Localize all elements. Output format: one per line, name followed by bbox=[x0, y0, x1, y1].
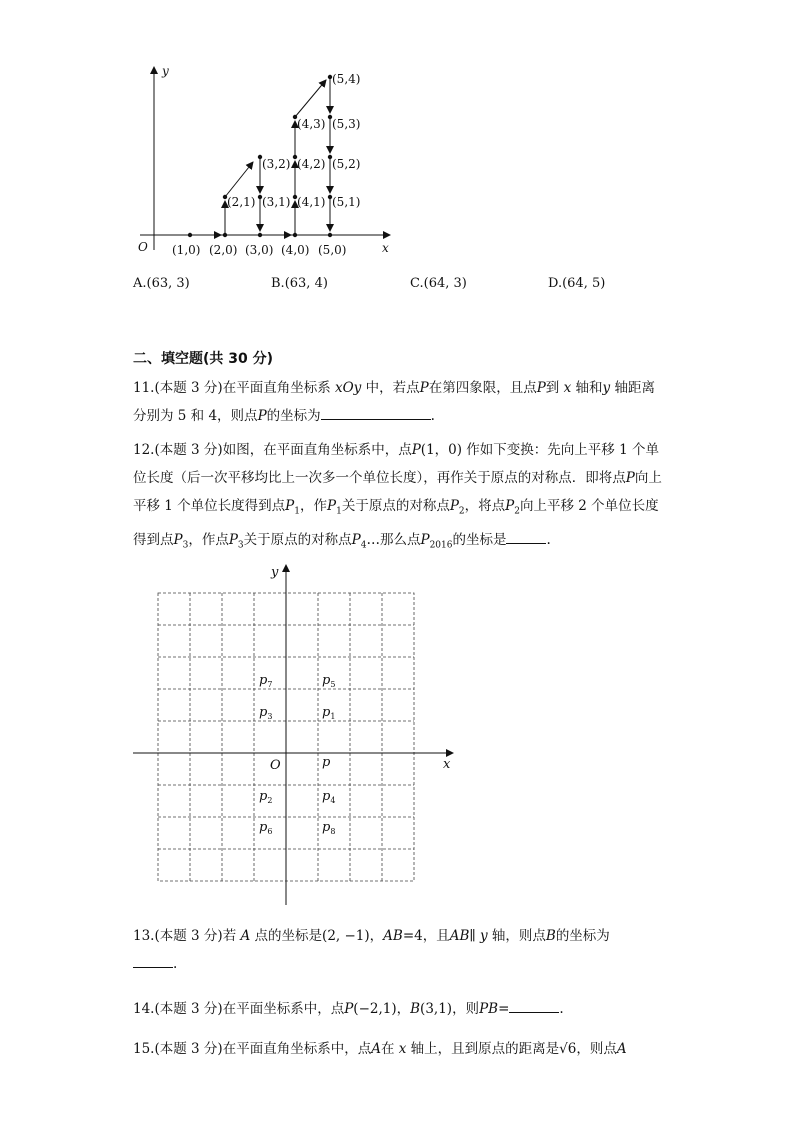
question-11: 11.(本题 3 分)在平面直角坐标系 xOy 中，若点P在第四象限，且点P到 x 轴和y 轴距离分别为 5 和 4，则点P的坐标为 . bbox=[133, 380, 655, 424]
point-1-0 bbox=[188, 233, 192, 237]
axis-y-label-2: y bbox=[271, 565, 279, 580]
point-2-0 bbox=[223, 233, 227, 237]
label-3-1: (3,1) bbox=[262, 195, 291, 209]
origin-label-2: O bbox=[270, 758, 281, 773]
axis-x-label: x bbox=[382, 241, 389, 255]
label-3-0: (3,0) bbox=[245, 243, 274, 257]
label-3-2: (3,2) bbox=[262, 157, 291, 171]
p8-label: $p_8$ bbox=[322, 820, 336, 836]
label-5-4: (5,4) bbox=[332, 72, 361, 86]
figure-2-grid bbox=[128, 560, 468, 910]
label-1-0: (1,0) bbox=[172, 243, 201, 257]
label-5-3: (5,3) bbox=[332, 117, 361, 131]
q13-answer-blank[interactable] bbox=[133, 953, 173, 968]
label-4-1: (4,1) bbox=[297, 195, 326, 209]
label-5-2: (5,2) bbox=[332, 157, 361, 171]
label-4-2: (4,2) bbox=[297, 157, 326, 171]
p5-label: $p_5$ bbox=[322, 673, 336, 689]
origin-label: O bbox=[138, 240, 148, 254]
p7-label: $p_7$ bbox=[259, 673, 273, 689]
point-4-0 bbox=[293, 233, 297, 237]
figure-1-lattice-path bbox=[120, 55, 410, 265]
q14-answer-blank[interactable] bbox=[509, 998, 559, 1013]
choice-a[interactable]: A.(63, 3) bbox=[133, 276, 190, 291]
p1-label: $p_1$ bbox=[322, 705, 336, 721]
label-5-0: (5,0) bbox=[318, 243, 347, 257]
q11-answer-blank[interactable] bbox=[321, 405, 431, 420]
question-14: 14.(本题 3 分)在平面坐标系中，点P(−2,1)，B(3,1)，则PB= . bbox=[133, 995, 668, 1023]
label-2-0: (2,0) bbox=[209, 243, 238, 257]
p4-label: $p_4$ bbox=[322, 789, 336, 805]
axis-y-label: y bbox=[162, 64, 169, 78]
axis-x-label-2: x bbox=[443, 757, 451, 772]
section-title: 二、填空题(共 30 分) bbox=[133, 351, 274, 367]
label-2-1: (2,1) bbox=[227, 195, 256, 209]
label-5-1: (5,1) bbox=[332, 195, 361, 209]
point-3-0 bbox=[258, 233, 262, 237]
choice-b[interactable]: B.(63, 4) bbox=[271, 276, 328, 291]
point-5-0 bbox=[328, 233, 332, 237]
label-4-0: (4,0) bbox=[281, 243, 310, 257]
p6-label: $p_6$ bbox=[259, 820, 273, 836]
p2-label: $p_2$ bbox=[259, 789, 273, 805]
question-12: 12.(本题 3 分)如图，在平面直角坐标系中，点P(1，0) 作如下变换：先向上平移 1 个单位长度（后一次平移均比上一次多一个单位长度），再作关于原点的对称点．即将点P向上平移 1 个单位长度得到点$P_1$，作$P_1$关于原点的对称点$P_2$，将点$P_2$向上平移 2 个单位长度得到点$P_3$，作点$P_3$关于原点的对称点$P_4\dots$那么点$P_{2016}$的坐标是 . bbox=[133, 442, 662, 551]
question-15: 15.(本题 3 分)在平面直角坐标系中，点A在 x 轴上，且到原点的距离是√6，则点A bbox=[133, 1041, 627, 1057]
choice-c[interactable]: C.(64, 3) bbox=[410, 276, 467, 291]
question-13: 13.(本题 3 分)若 A 点的坐标是(2, −1)，AB=4，且AB∥ y 轴，则点B的坐标为 . bbox=[133, 928, 610, 972]
point-p-label: p bbox=[322, 755, 331, 770]
p3-label: $p_3$ bbox=[259, 705, 273, 721]
label-4-3: (4,3) bbox=[297, 117, 326, 131]
choice-d[interactable]: D.(64, 5) bbox=[548, 276, 606, 291]
q12-answer-blank[interactable] bbox=[506, 529, 546, 544]
